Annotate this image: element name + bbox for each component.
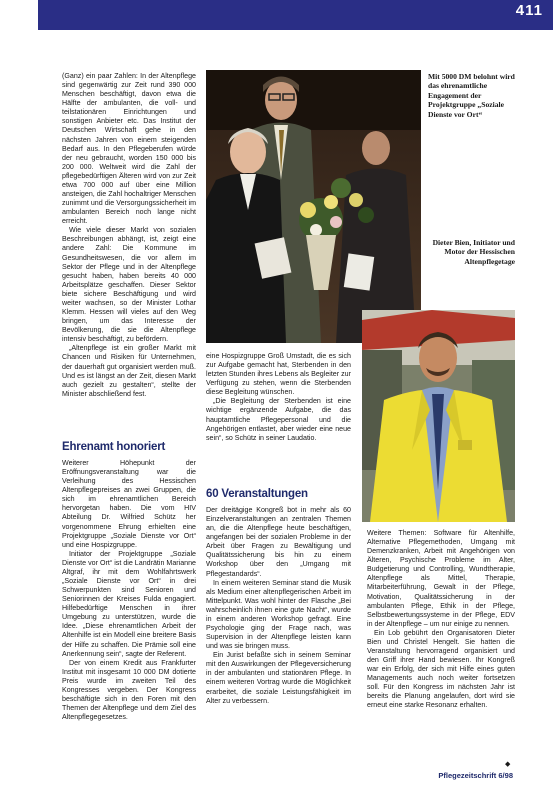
- paragraph: eine Hospizgruppe Groß Umstadt, die es sich zur Aufgabe gemacht hat, Sterbenden in den letzten Stunden ihres Lebens als Begleiter zur Verfügung zu stehen, wenn die Sterbenden diese Begleitung wünschen.: [206, 352, 351, 397]
- paragraph: „Die Begleitung der Sterbenden ist eine wichtige ergänzende Aufgabe, die das hauptamtliche Pflegepersonal und die Angehörigen entlastet, aber wieder eine neue sein“, so Schütz in seiner Laudatio.: [206, 397, 351, 442]
- column-1-top: [62, 72, 196, 437]
- paragraph: Der von einem Kredit aus Frankfurter Institut mit insgesamt 10 000 DM dotierte Preis wurde im zweiten Teil des Kongresses vergeben. Der Kongress beschäftigte sich in den Foren mit den Themen der Altenpflege und dem Ziel des Altenpflegegesetzes.: [62, 658, 196, 722]
- paragraph: In einem weiteren Seminar stand die Musik als Medium einer altenpflegerischen Arbeit im Mittelpunkt. Was wohl hinter der Flasche „Bei wahrscheinlich ihnen eine gute Nacht“, wurde in einem anderen Workshop gefragt. Eine Psychologie ging der Frage nach, was Supervision in der Altenpflege leisten kann und was sie bringen muss.: [206, 578, 351, 651]
- subheading-ehrenamt: Ehrenamt honoriert: [62, 441, 166, 453]
- page-number: 411: [515, 2, 543, 19]
- column-2-bottom: [206, 506, 351, 779]
- subheading-veranstaltungen: 60 Veranstaltungen: [206, 488, 308, 500]
- award-ceremony-photo: [206, 70, 421, 343]
- footer-publication: Pflegezeitschrift 6/98: [438, 771, 513, 780]
- paragraph: Der dreitägige Kongreß bot in mehr als 60 Einzelveranstaltungen an zentralen Themen an, die die Altenpflege heute beschäftigen, angefangen bei der sozialen Probleme in der Arbeit über Fragen zu Bewältigung und Qualitätssicherung bis hin zu einem Workshop über den „Umgang mit Pflegestandards“.: [206, 506, 351, 578]
- column-1-bottom: [62, 459, 196, 779]
- photo-caption-dieter-bien: Dieter Bien, Initiator und Motor der Hessischen Altenpflegetage: [432, 238, 515, 266]
- paragraph: (Ganz) ein paar Zahlen: In der Altenpflege sind gegenwärtig zur Zeit rund 390 000 Menschen beschäftigt, davon etwa die Hälfte der ambulanten, die voll- und teilstationären Einrichtungen und sonstigen Anbieter etc. Das Institut der Deutschen Wirtschaft gehe in den nächsten Jahren von einem steigenden Bedarf aus. In den Pflegeberufen würde der neu gebraucht, worden 150 000 bis 200 000. Weltweit wird die Zahl der pflegebedürftigen Älteren wird von zur Zeit etwa 700 000 auf über eine Million ansteigen, die Zahl hochaltriger Menschen zunimmt und die Versorgungssicherheit im ambulanten Bereich noch lange nicht erreicht.: [62, 72, 196, 226]
- paragraph: Ein Lob gebührt den Organisatoren Dieter Bien und Christel Hengelt. Sie hatten die Veranstaltung hervorragend organisiert und den Griff ihrer Hand bewiesen. Ihr Kongreß war ein Erfolg, der sich mit Hilfe eines guten Managements auch noch weiter fortsetzen soll. Für den Kongress im nächsten Jahr ist bereits die Planung angelaufen, dort wird sie erneut eine starke Resonanz erhalten.: [367, 628, 515, 710]
- award-ceremony-illustration: [206, 70, 421, 343]
- paragraph: Ein Jurist befaßte sich in seinem Seminar mit den Auswirkungen der Pflegeversicherung in der ambulanten und stationären Pflege. In einem weiteren Vortrag wurde die Möglichkeit erarbeitet, die soziale Leistungsfähigkeit im Alter zu verbessern.: [206, 651, 351, 705]
- portrait-illustration: [362, 310, 515, 522]
- end-mark-icon: ◆: [505, 761, 511, 768]
- paragraph: Wie viele dieser Markt von sozialen Beschreibungen abhängt, ist, zeigt eine andere Zahl: Die Kommune im Gesundheitswesen, die vor allem im Sektor der Pflege und in der Altenpflege gesucht haben, haben bereits 40 000 Arbeitsplätze geschaffen. Dieser Sektor biete sichere Beschäftigung und wird weiter wachsen, so der Minister Lothar Klemm. Hessen will vieles auf den Weg bringen, um das Interesse der Bevölkerung, die sie die Altenpflege intensiv beschäftigt, zu befördern.: [62, 226, 196, 344]
- column-2-top: [206, 352, 351, 474]
- paragraph: Initiator der Projektgruppe „Soziale Dienste vor Ort“ ist die Landrätin Marianne Altgraf, ihr mit dem Wohlfahrtswerk „Soziale Dienste vor Ort“ in drei Schwerpunkten sind Senioren und Seniorinnen der Kreises Fulda engagiert. Hilfebedürftige Menschen in ihrer Umgebung zu unterstützen, wurde die Idee. „Diese ehrenamtlichen Arbeit der Altenhilfe ist ein Modell eine breitere Basis der Hilfe zu schaffen. Die Prämie soll eine Anerkennung sein“, sagte der Referent.: [62, 549, 196, 658]
- column-3: [367, 529, 515, 779]
- paragraph: „Altenpflege ist ein großer Markt mit Chancen und Risiken für Unternehmen, der dauerhaft gut organisiert werden muß. Und es ist längst an der Zeit, diesen Markt auch gezielt zu gestalten“, stellte der Minister abschließend fest.: [62, 344, 196, 398]
- paragraph: Weitere Themen: Software für Altenhilfe, Alternative Pflegemethoden, Umgang mit Demenzkranken, Arbeit mit Angehörigen von Älteren, Psychische Probleme im Alter, Budgetierung und Controlling, Wundtherapie, Altenpflege als Mittel, Therapie, Mitarbeiterführung, Gewalt in der Pflege, Motivation, Qualitätssicherung in der ambulanten Pflege, Ethik in der Pflege, Selbstbewertungssysteme in der Pflege, EDV in der Altenpflege – um nur einige zu nennen.: [367, 529, 515, 628]
- paragraph: Weiterer Höhepunkt der Eröffnungsveranstaltung war die Verleihung des Hessischen Altenpflegepreises an zwei Gruppen, die sich im ehrenamtlichen Bereich hervorgetan haben. Die vom HIV Abteilung Dr. Wilfried Schütz her vorgenommene Ehrung erhielten eine Projektgruppe „Soziale Dienste vor Ort“ und eine Hospizgruppe.: [62, 459, 196, 549]
- portrait-photo: [362, 310, 515, 522]
- header-bar: [38, 0, 553, 30]
- photo-caption-award: Mit 5000 DM belohnt wird das ehrenamtliche Engagement der Projektgruppe „Soziale Dienste vor Ort“: [428, 72, 515, 119]
